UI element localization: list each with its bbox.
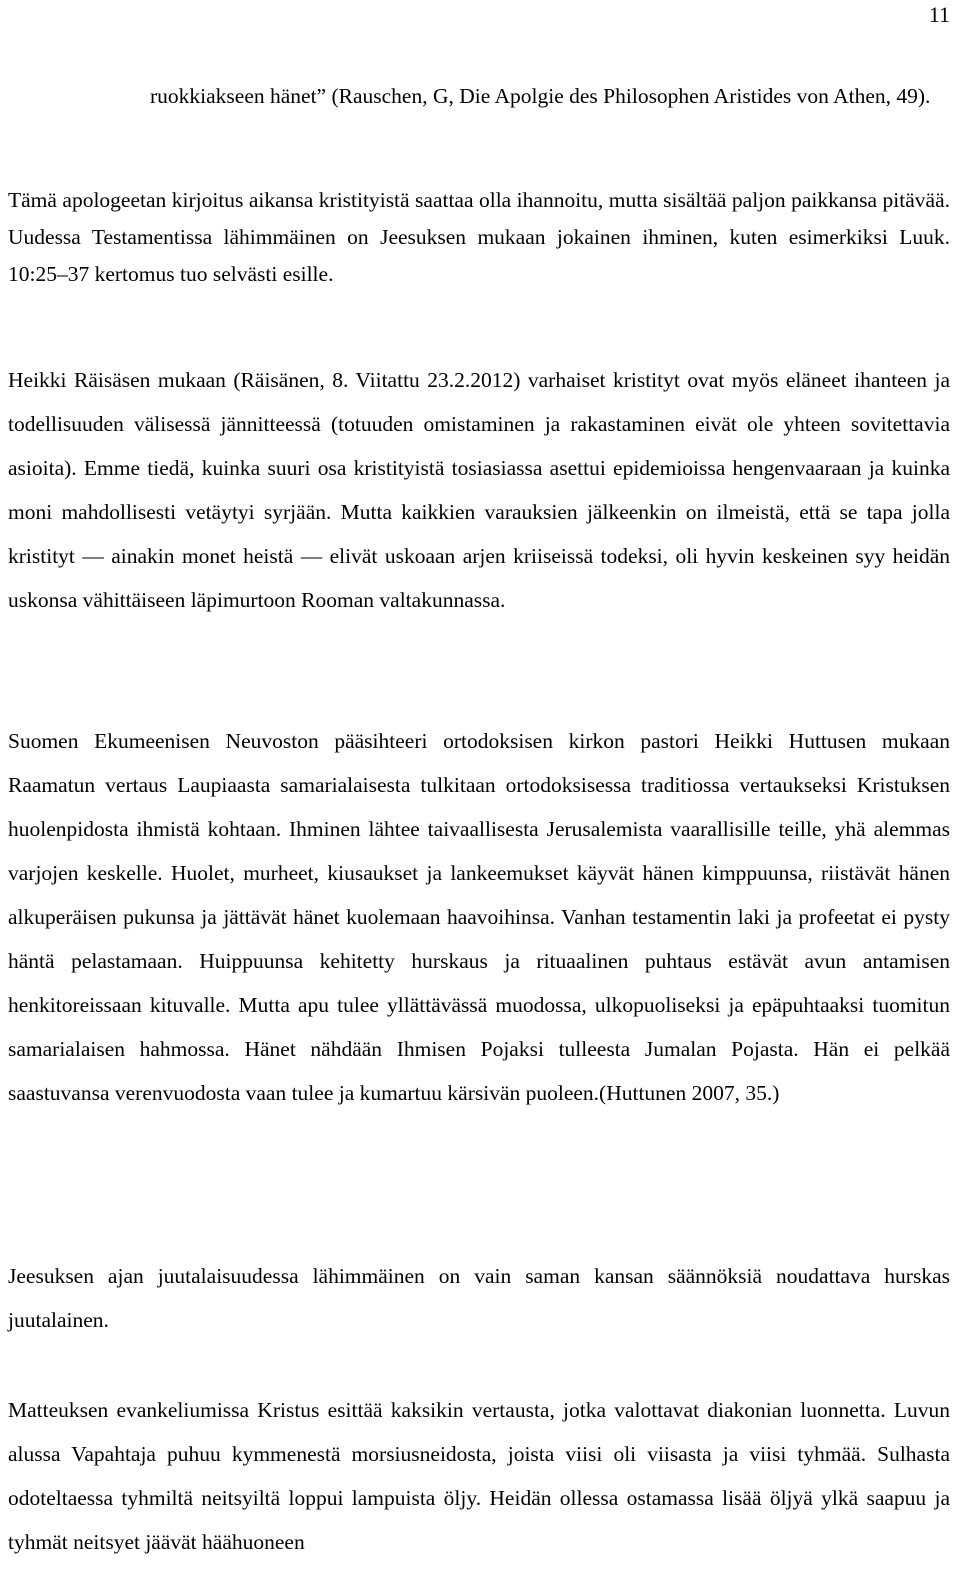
page-number: 11 <box>928 2 950 27</box>
quote-continuation: ruokkiakseen hänet” (Rauschen, G, Die Apolgie des Philosophen Aristides von Athen, 49). <box>150 84 931 108</box>
paragraph-jewish-neighbor: Jeesuksen ajan juutalaisuudessa lähimmäinen on vain saman kansan säännöksiä noudattava hurskas juutalainen. <box>8 1264 950 1332</box>
paragraph-raisanen: Heikki Räisäsen mukaan (Räisänen, 8. Viitattu 23.2.2012) varhaiset kristityt ovat myös eläneet ihanteen ja todellisuuden välisessä jännitteessä (totuuden omistaminen ja rakastaminen eivät ole yhteen sovitettavia asioita). Emme tiedä, kuinka suuri osa kristityistä tosiasiassa asettui epidemioissa hengenvaaraan ja kuinka moni mahdollisesti vetäytyi syrjään. Mutta kaikkien varauksien jälkeenkin on ilmeistä, että se tapa jolla kristityt — ainakin monet heistä — elivät uskoaan arjen kriiseissä todeksi, oli hyvin keskeinen syy heidän uskonsa vähittäiseen läpimurtoon Rooman valtakunnassa. <box>8 368 950 612</box>
paragraph-huttunen: Suomen Ekumeenisen Neuvoston pääsihteeri ortodoksisen kirkon pastori Heikki Huttusen mukaan Raamatun vertaus Laupiaasta samarialaisesta tulkitaan ortodoksisessa traditiossa vertaukseksi Kristuksen huolenpidosta ihmistä kohtaan. Ihminen lähtee taivaallisesta Jerusalemista vaarallisille teille, yhä alemmas varjojen keskelle. Huolet, murheet, kiusaukset ja lankeemukset käyvät hänen kimppuunsa, riistävät hänen alkuperäisen pukunsa ja jättävät hänet kuolemaan haavoihinsa. Vanhan testamentin laki ja profeetat ei pysty häntä pelastamaan. Huippuunsa kehitetty hurskaus ja rituaalinen puhtaus estävät avun antamisen henkitoreissaan kituvalle. Mutta apu tulee yllättävässä muodossa, ulkopuoliseksi ja epäpuhtaaksi tuomitun samarialaisen hahmossa. Hänet nähdään Ihmisen Pojaksi tulleesta Jumalan Pojasta. Hän ei pelkää saastuvansa verenvuodosta vaan tulee ja kumartuu kärsivän puoleen.(Huttunen 2007, 35.) <box>8 729 950 1105</box>
paragraph-matthew: Matteuksen evankeliumissa Kristus esittää kaksikin vertausta, jotka valottavat diakonian luonnetta. Luvun alussa Vapahtaja puhuu kymmenestä morsiusneidosta, joista viisi oli viisasta ja viisi tyhmää. Sulhasta odoteltaessa tyhmiltä neitsyiltä loppui lampuista öljy. Heidän ollessa ostamassa lisää öljyä ylkä saapuu ja tyhmät neitsyet jäävät häähuoneen <box>8 1398 950 1554</box>
paragraph-apologist: Tämä apologeetan kirjoitus aikansa kristityistä saattaa olla ihannoitu, mutta sisältää paljon paikkansa pitävää. Uudessa Testamentissa lähimmäinen on Jeesuksen mukaan jokainen ihminen, kuten esimerkiksi Luuk. 10:25–37 kertomus tuo selvästi esille. <box>8 188 950 286</box>
